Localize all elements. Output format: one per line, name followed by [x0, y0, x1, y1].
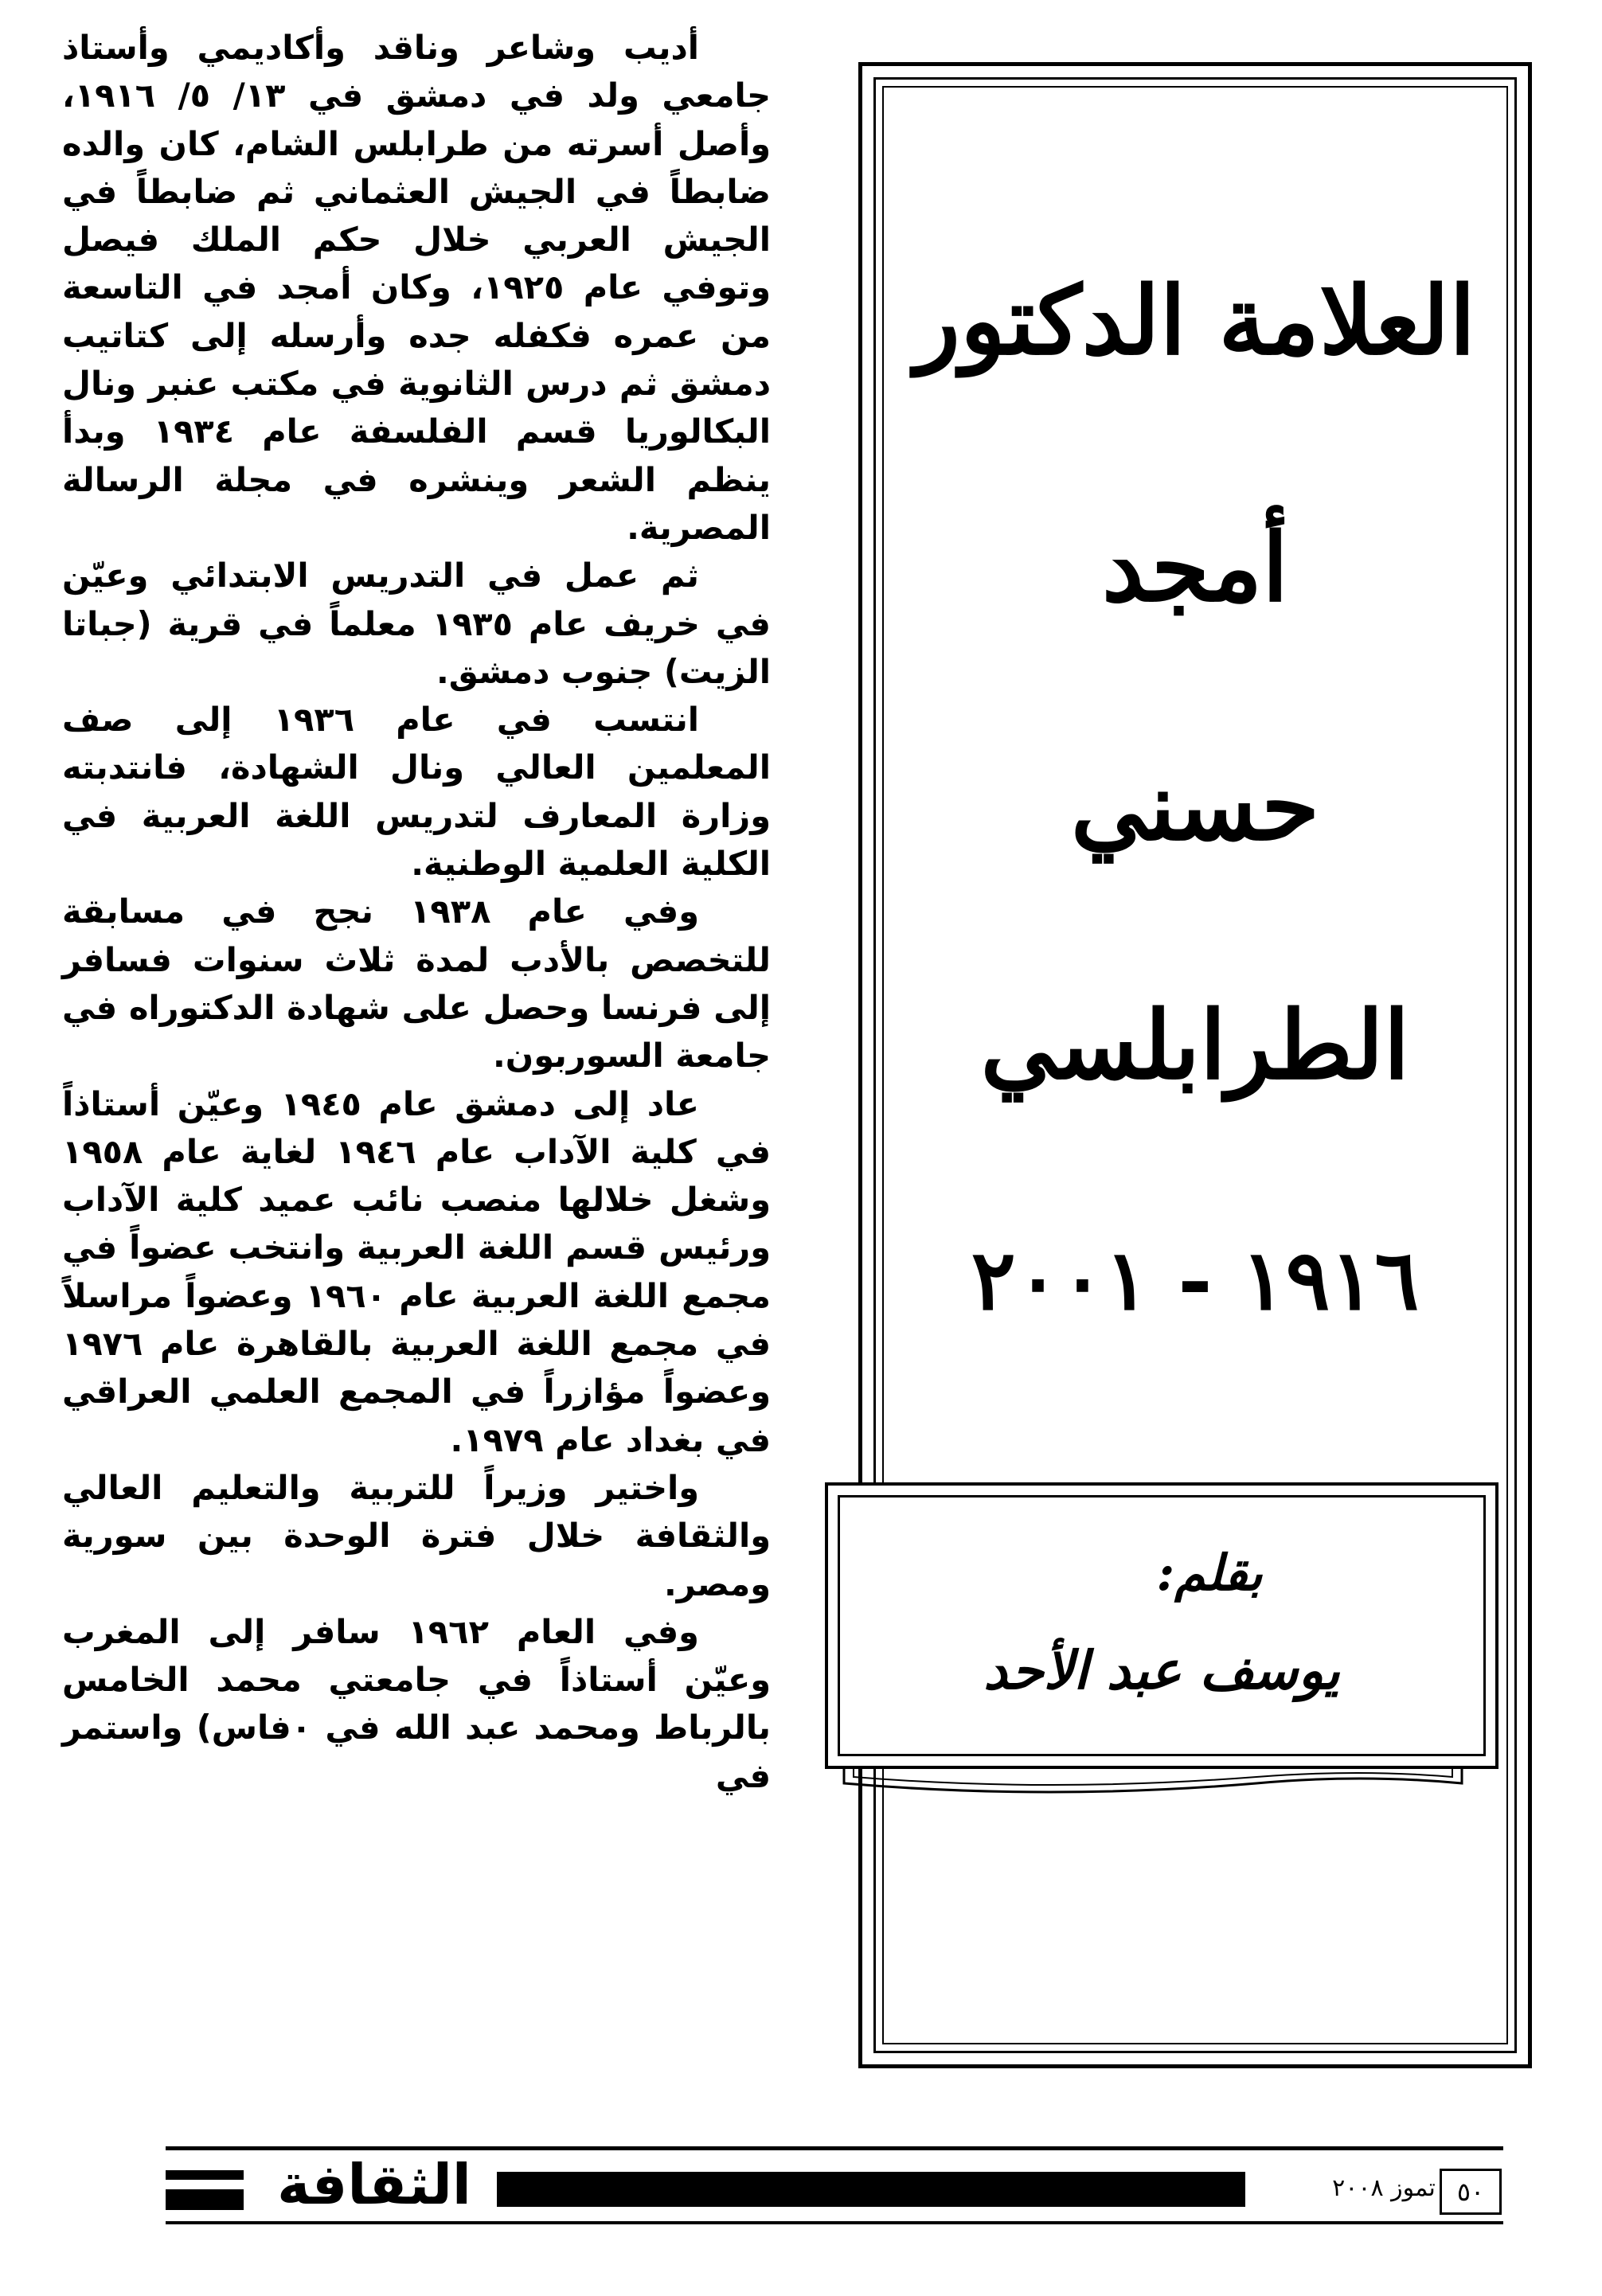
footer-middle-bar [497, 2172, 1245, 2207]
article-paragraph-2: ثم عمل في التدريس الابتدائي وعيّن في خريف عام ١٩٣٥ معلماً في قرية (جباتا الزيت) جنوب دمشق. [62, 556, 771, 691]
article-body [62, 24, 771, 2094]
article-paragraph-4: وفي عام ١٩٣٨ نجح في مسابقة للتخصص بالأدب لمدة ثلاث سنوات فسافر إلى فرنسا وحصل على شهادة الدكتوراه في جامعة السوربون. [62, 892, 771, 1076]
title-line-honorific: العلامة الدكتور [914, 265, 1476, 376]
author-box-fold-decoration [842, 1766, 1463, 1802]
life-years: ١٩١٦ - ٢٠٠١ [971, 1231, 1420, 1329]
magazine-logo: الثقافة [277, 2152, 471, 2217]
title-line-family-name: الطرابلسي [980, 990, 1410, 1100]
issue-date: تموز ٢٠٠٨ [1332, 2174, 1436, 2202]
page-number: ٥٠ [1440, 2169, 1502, 2215]
article-paragraph-7: وفي العام ١٩٦٢ سافر إلى المغرب وعيّن أستاذاً في جامعتي محمد الخامس بالرباط ومحمد عبد الله في ٠فاس) واستمر في [62, 1611, 771, 1795]
author-label: بقلم: [1156, 1544, 1263, 1602]
article-paragraph-1: أديب وشاعر وناقد وأكاديمي وأستاذ جامعي ولد في دمشق في ١٣/ ٥/ ١٩١٦، وأصل أسرته من طرابلس الشام، كان والده ضابطاً في الجيش العثماني ثم ضابطاً في الجيش العربي خلال حكم الملك فيصل وتوفي عام ١٩٢٥، وكان أمجد في التاسعة من عمره فكفله جده وأرسله إلى كتاتيب دمشق ثم درس الثانوية في مكتب عنبر ونال البكالوريا قسم الفلسفة عام ١٩٣٤ وبدأ ينظم الشعر وينشره في مجلة الرسالة المصرية. [62, 28, 771, 547]
author-name: يوسف عبد الأحد [983, 1639, 1340, 1701]
article-paragraph-6: واختير وزيراً للتربية والتعليم العالي والثقافة خلال فترة الوحدة بين سورية ومصر. [62, 1467, 771, 1603]
title-line-middle-name: حسني [1070, 751, 1320, 861]
page-footer [166, 2140, 1503, 2228]
author-box-inner-border [838, 1495, 1486, 1756]
footer-top-rule [166, 2146, 1503, 2150]
article-paragraph-3: انتسب في عام ١٩٣٦ إلى صف المعلمين العالي ونال الشهادة، فانتدبته وزارة المعارف لتدريس اللغة العربية في الكلية العلمية الوطنية. [62, 700, 771, 884]
footer-left-bar-thin [166, 2170, 244, 2180]
footer-left-bar-thick [166, 2189, 244, 2210]
title-line-first-name: أمجد [1101, 512, 1289, 623]
footer-bottom-rule [166, 2221, 1503, 2224]
author-box [825, 1482, 1498, 1769]
article-paragraph-5: عاد إلى دمشق عام ١٩٤٥ وعيّن أستاذاً في كلية الآداب عام ١٩٤٦ لغاية عام ١٩٥٨ وشغل خلالها منصب نائب عميد كلية الآداب ورئيس قسم اللغة العربية وانتخب عضواً في مجمع اللغة العربية عام ١٩٦٠ وعضواً مراسلاً في مجمع اللغة العربية بالقاهرة عام ١٩٧٦ وعضواً مؤازراً في المجمع العلمي العراقي في بغداد عام ١٩٧٩. [62, 1084, 771, 1459]
